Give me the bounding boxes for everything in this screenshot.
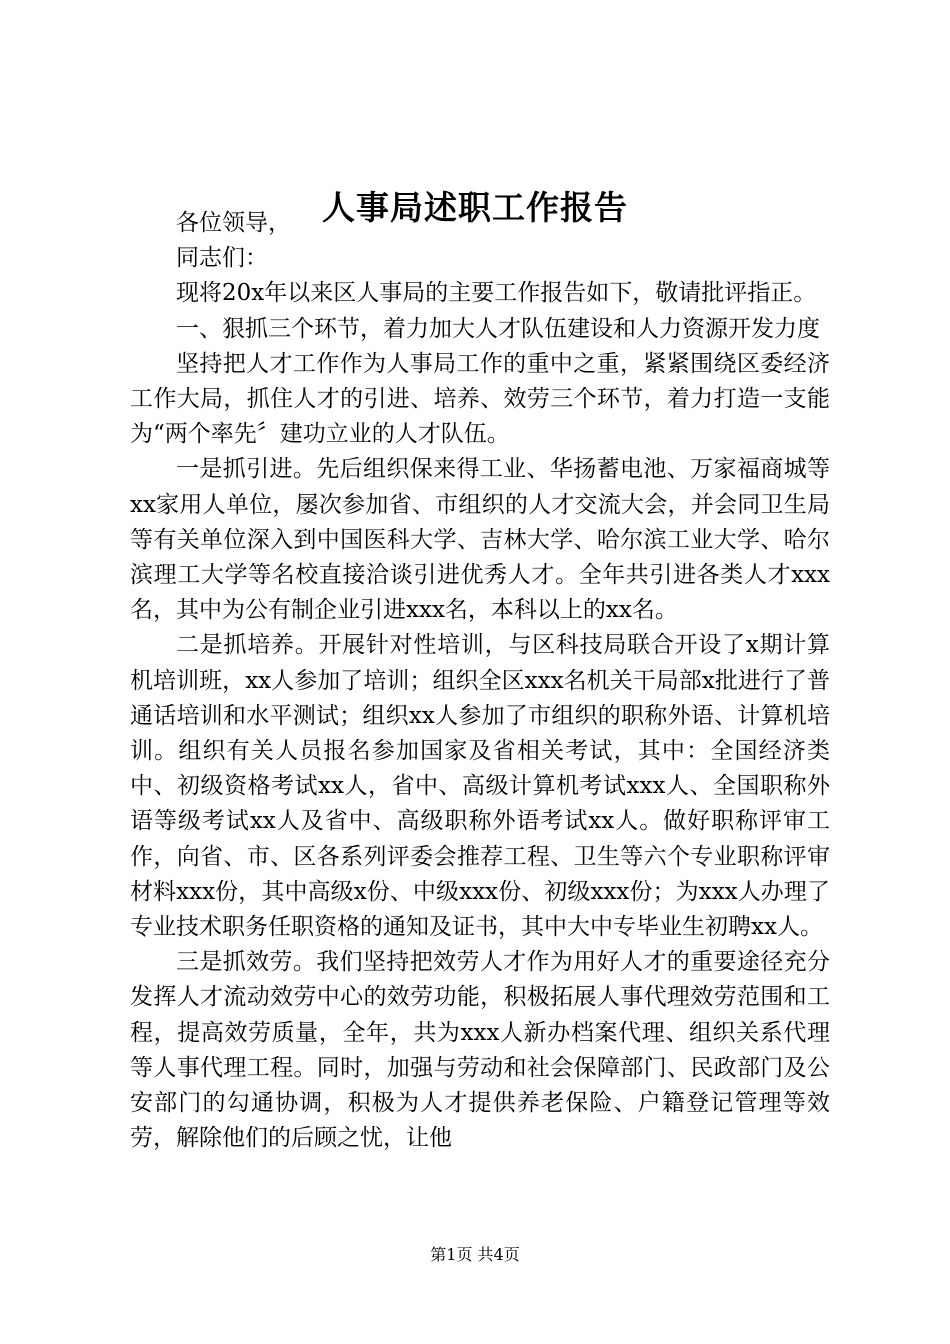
paragraph-training: 二是抓培养。开展针对性培训，与区科技局联合开设了x期计算机培训班，xx人参加了培训；组织全区xxx名机关干局部x批进行了普通话培训和水平测试；组织xx人参加了市组织的职称外语、计算机培训。组织有关人员报名参加国家及省相关考试，其中：全国经济类中、初级资格考试xx人，省中、高级计算机考试xxx人、全国职称外语等级考试xx人及省中、高级职称外语考试xx人。做好职称评审工作，向省、市、区各系列评委会推荐工程、卫生等六个专业职称评审材料xxx份，其中高级x份、中级xxx份、初级xxx份；为xxx人办理了专业技术职务任职资格的通知及证书，其中大中专毕业生初聘xx人。 <box>130 632 830 941</box>
salutation-leaders: 各位领导， <box>176 210 291 236</box>
document-body <box>130 206 830 1156</box>
salutation-comrades: 同志们： <box>176 245 268 272</box>
page-footer: 第1页 共4页 <box>430 1245 520 1264</box>
paragraph-introduction: 一是抓引进。先后组织保来得工业、华扬蓄电池、万家福商城等xx家用人单位，屡次参加省、市组织的人才交流大会，并会同卫生局等有关单位深入到中国医科大学、吉林大学、哈尔滨工业大学、哈尔滨理工大学等名校直接洽谈引进优秀人才。全年共引进各类人才xxx名，其中为公有制企业引进xxx名，本科以上的xx名。 <box>130 456 830 624</box>
document-title: 人事局述职工作报告 <box>322 188 628 227</box>
paragraph-service: 三是抓效劳。我们坚持把效劳人才作为用好人才的重要途径充分发挥人才流动效劳中心的效劳功能，积极拓展人事代理效劳范围和工程，提高效劳质量，全年，共为xxx人新办档案代理、组织关系代理等人事代理工程。同时，加强与劳动和社会保障部门、民政部门及公安部门的勾通协调，积极为人才提供养老保险、户籍登记管理等效劳，解除他们的后顾之忧，让他 <box>130 949 830 1152</box>
section-heading-1: 一、狠抓三个环节，着力加大人才队伍建设和人力资源开发力度 <box>176 315 820 342</box>
intro-paragraph: 现将20x年以来区人事局的主要工作报告如下，敬请批评指正。 <box>176 280 817 307</box>
paragraph-talent-work: 坚持把人才工作作为人事局工作的重中之重，紧紧围绕区委经济工作大局，抓住人才的引进、培养、效劳三个环节，着力打造一支能为“两个率先〞建功立业的人才队伍。 <box>130 350 830 448</box>
